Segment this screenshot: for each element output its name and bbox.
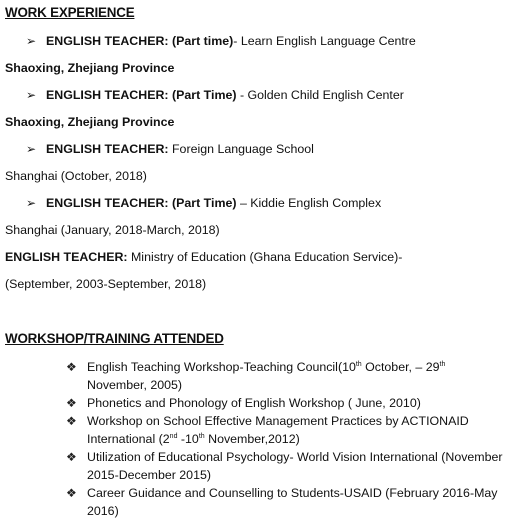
- arrow-bullet-icon: ➢: [26, 88, 37, 102]
- arrow-bullet-icon: ➢: [26, 196, 37, 210]
- job-title: ENGLISH TEACHER:: [46, 34, 169, 48]
- job-place: Ministry of Education (Ghana Education Service)-: [127, 250, 403, 264]
- work-entry-1: [26, 34, 416, 48]
- work-location-1: Shaoxing, Zhejiang Province: [5, 61, 175, 75]
- diamond-bullet-icon: ❖: [66, 360, 77, 374]
- job-title: ENGLISH TEACHER:: [5, 250, 128, 264]
- diamond-bullet-icon: ❖: [66, 450, 77, 464]
- job-place: Foreign Language School: [168, 142, 314, 156]
- job-title: ENGLISH TEACHER:: [46, 88, 169, 102]
- work-entry-4: [26, 196, 381, 210]
- job-mode: (Part time): [172, 34, 234, 48]
- job-place: – Kiddie English Complex: [236, 196, 382, 210]
- workshop-heading: WORKSHOP/TRAINING ATTENDED: [5, 331, 224, 346]
- work-period-final: (September, 2003-September, 2018): [5, 277, 207, 291]
- diamond-bullet-icon: ❖: [66, 414, 77, 428]
- job-title: ENGLISH TEACHER:: [46, 196, 169, 210]
- job-mode: (Part Time): [172, 196, 237, 210]
- job-title: ENGLISH TEACHER:: [46, 142, 169, 156]
- workshop-list: [66, 358, 506, 520]
- work-location-2: Shaoxing, Zhejiang Province: [5, 115, 175, 129]
- list-item: ❖ Utilization of Educational Psychology- World Vision International (November 2015-December 2015): [66, 450, 503, 482]
- list-item: ❖ Phonetics and Phonology of English Workshop ( June, 2010): [66, 396, 421, 410]
- job-mode: (Part Time): [172, 88, 237, 102]
- list-item: ❖ English Teaching Workshop-Teaching Council(10th October, – 29th November, 2005): [66, 360, 446, 392]
- diamond-bullet-icon: ❖: [66, 486, 77, 500]
- diamond-bullet-icon: ❖: [66, 396, 77, 410]
- work-entry-final: [5, 250, 402, 264]
- job-place: - Learn English Language Centre: [233, 34, 416, 48]
- work-entry-3: [26, 142, 314, 156]
- job-place: - Golden Child English Center: [236, 88, 404, 102]
- list-item: ❖ Workshop on School Effective Management Practices by ACTIONAID International (2nd -10th November,2012): [66, 414, 469, 446]
- list-item: ❖ Career Guidance and Counselling to Students-USAID (February 2016-May 2016): [66, 486, 498, 518]
- work-location-3: Shanghai (October, 2018): [5, 169, 147, 183]
- work-experience-heading: WORK EXPERIENCE: [5, 5, 135, 20]
- work-entry-2: [26, 88, 404, 102]
- arrow-bullet-icon: ➢: [26, 34, 37, 48]
- work-location-4: Shanghai (January, 2018-March, 2018): [5, 223, 220, 237]
- arrow-bullet-icon: ➢: [26, 142, 37, 156]
